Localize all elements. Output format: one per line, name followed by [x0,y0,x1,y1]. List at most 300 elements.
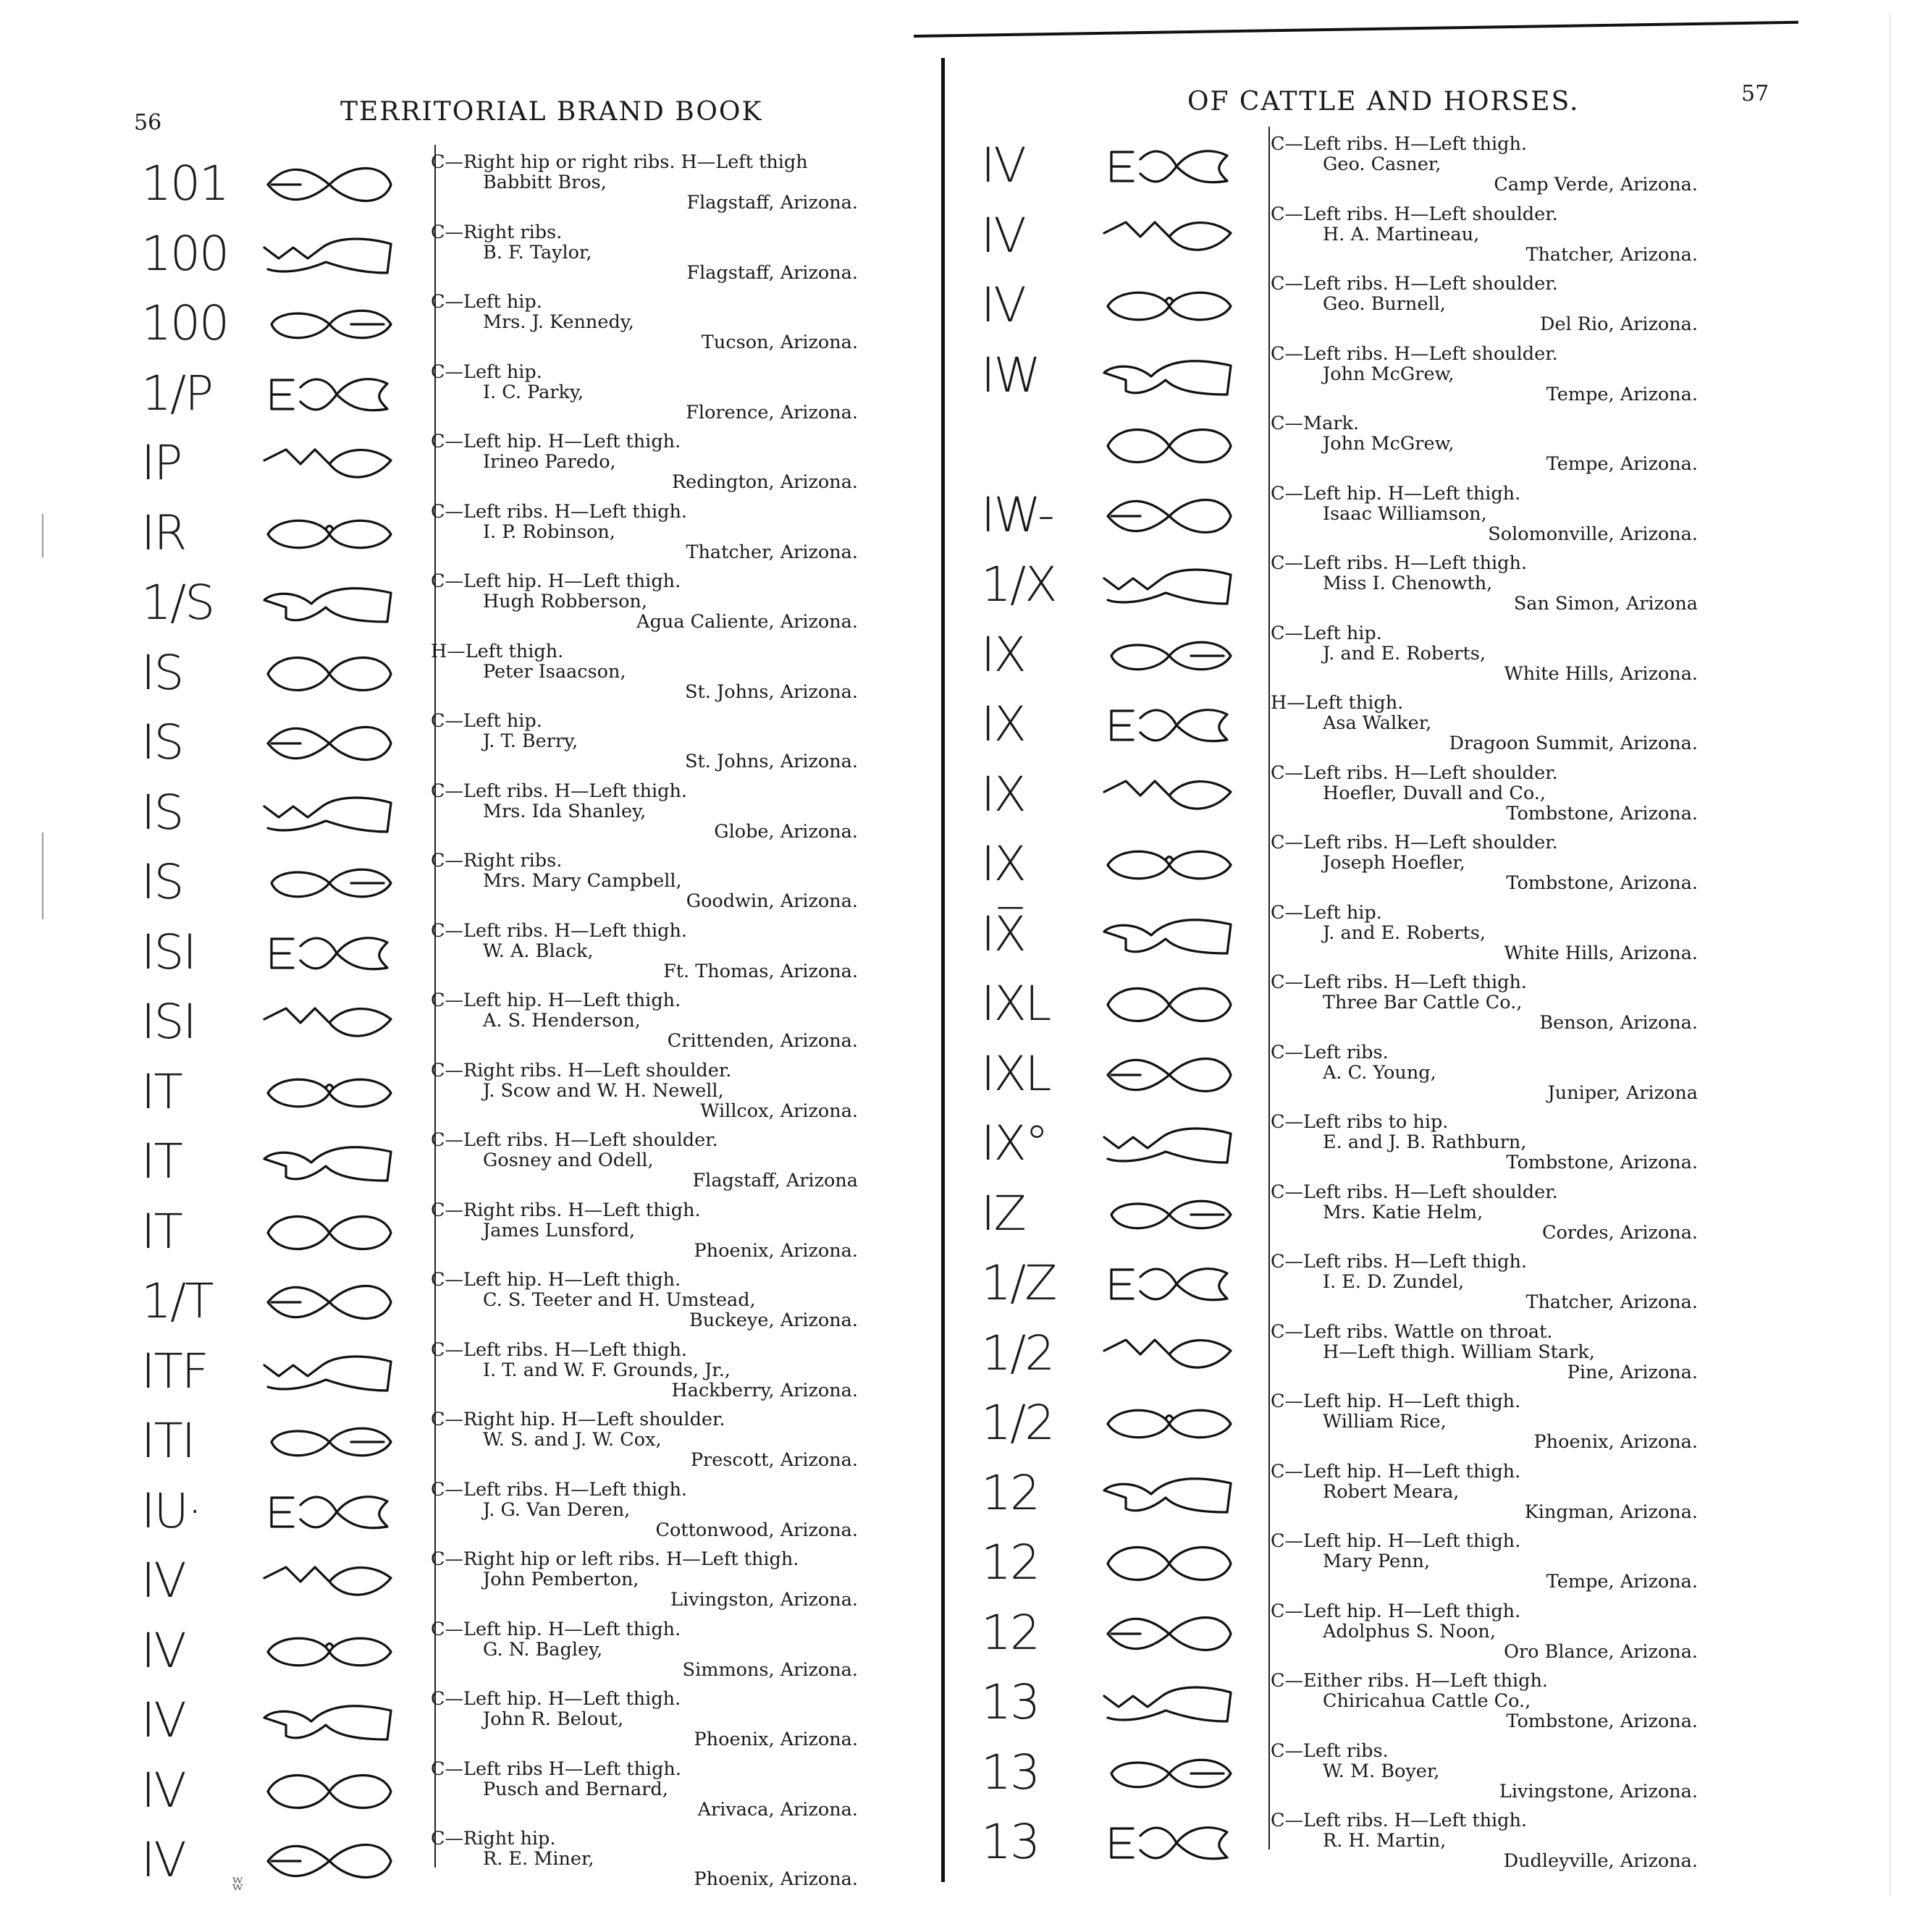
right-entry [981,623,1705,693]
entry-place: Flagstaff, Arizona [692,1170,858,1191]
entry-location: C—Left ribs. H—Left thigh. [431,500,688,523]
entry-text [431,571,858,632]
entry-owner: R. H. Martin, [1323,1830,1447,1852]
entry-owner: Adolphus S. Noon, [1323,1620,1496,1642]
brand-code: 13 [981,1674,1039,1730]
brand-code: IT [141,1203,182,1260]
entry-owner: Babbitt Bros, [483,172,607,193]
entry-owner: Three Bar Cattle Co., [1323,992,1523,1013]
brand-code: 13 [981,1814,1039,1870]
entry-place: Tucson, Arizona. [701,332,858,353]
entry-owner: I. P. Robinson, [483,520,615,543]
scan-mark [42,514,43,557]
right-entry [981,484,1705,553]
right-entry [981,832,1705,902]
right-entry [981,1322,1705,1391]
brand-code: IV [141,1553,185,1608]
entry-place: Agua Caliente, Arizona. [636,611,858,633]
entry-place: Ft. Thomas, Arizona. [663,960,858,982]
entry-text [1271,1182,1698,1243]
entry-location: C—Left ribs. H—Left thigh. [431,1478,688,1501]
left-entry [141,1689,865,1758]
entry-place: Dudleyville, Arizona. [1503,1850,1698,1872]
left-entry [141,851,865,920]
brand-mark-icon [1097,1050,1242,1100]
brand-mark-icon [257,718,402,769]
entry-location: C—Right hip or left ribs. H—Left thigh. [431,1548,799,1570]
entry-location: C—Left hip. H—Left thigh. [1271,482,1521,505]
entry-owner: I. C. Parky, [483,381,584,403]
left-entry [141,362,865,431]
brand-mark-icon [257,1627,402,1677]
brand-mark-icon [257,1207,402,1258]
entry-owner: William Rice, [1323,1411,1447,1433]
entry-location: C—Left hip. H—Left thigh. [431,990,681,1011]
right-entry [981,1531,1705,1600]
left-entry [141,1759,865,1828]
brand-mark-icon [1097,1608,1242,1659]
brand-mark-icon [257,858,402,908]
brand-mark-icon [257,1417,402,1467]
brand-mark-icon [1097,560,1242,611]
brand-mark-icon [1097,211,1242,262]
brand-mark-icon [1097,840,1242,890]
entry-place: Arivaca, Arizona. [697,1798,858,1821]
brand-code: IXL [981,976,1051,1032]
entry-location: C—Left ribs. H—Left thigh. [1271,1251,1528,1273]
brand-mark-icon [1097,700,1242,751]
entry-text [1271,553,1698,614]
entry-location: C—Right ribs. H—Left thigh. [431,1199,701,1221]
entry-location: C—Left ribs. H—Left shoulder. [431,1129,718,1151]
brand-code: IR [141,505,186,561]
entry-location: C—Left ribs. H—Left thigh. [431,919,688,942]
entry-owner: R. E. Miner, [483,1848,594,1870]
entry-owner: W. S. and J. W. Cox, [483,1429,662,1451]
entry-location: H—Left thigh. [431,640,564,662]
entry-place: Goodwin, Arizona. [686,890,858,912]
entry-place: Thatcher, Arizona. [1525,243,1698,266]
left-entry [141,1480,865,1549]
entry-owner: John McGrew, [1323,433,1455,455]
brand-mark-icon [1097,491,1242,541]
entry-place: Phoenix, Arizona. [694,1729,858,1750]
left-entry [141,292,865,361]
entry-text [431,362,858,423]
brand-code: IX [981,696,1025,752]
entry-owner: J. Scow and W. H. Newell, [483,1079,724,1102]
brand-mark-icon [257,439,402,489]
left-entry [141,571,865,641]
brand-mark-icon [257,649,402,699]
left-entry [141,1619,865,1689]
right-entry [981,1601,1705,1671]
entry-text [1271,693,1698,754]
entry-text [431,152,858,213]
brand-mark-icon [257,509,402,560]
entry-location: C—Left ribs to hip. [1271,1111,1449,1133]
entry-location: C—Right ribs. H—Left shoulder. [431,1059,732,1081]
entry-text [1271,1461,1698,1522]
left-entry [141,781,865,851]
entry-place: Solomonville, Arizona. [1488,523,1698,545]
entry-place: Thatcher, Arizona. [1525,1291,1698,1313]
entry-place: Livingstone, Arizona. [1499,1780,1698,1802]
entry-location: C—Right ribs. [431,850,563,872]
brand-mark-icon [1097,1678,1242,1729]
entry-owner: Mrs. J. Kennedy, [483,311,634,333]
entry-location: C—Left hip. [431,710,542,732]
entry-owner: Pusch and Bernard, [483,1778,668,1800]
left-entry [141,641,865,711]
entry-owner: Hoefler, Duvall and Co., [1323,782,1546,804]
entry-owner: John McGrew, [1323,363,1455,385]
entry-place: Tempe, Arizona. [1546,1571,1698,1593]
entry-text [1271,134,1698,195]
entry-location: C—Right ribs. [431,221,563,243]
brand-mark-icon [257,1556,402,1607]
brand-code: IS [141,854,183,910]
entry-location: C—Left ribs. H—Left thigh. [1271,133,1528,155]
entry-owner: Peter Isaacson, [483,660,626,683]
entry-location: C—Left hip. H—Left thigh. [1271,1460,1521,1482]
entry-place: Tombstone, Arizona. [1506,802,1698,824]
entry-text [431,1060,858,1121]
entry-text [431,1549,858,1610]
brand-mark-icon [1097,1748,1242,1799]
book-gutter [941,58,945,1882]
entry-location: C—Left hip. [431,291,542,313]
brand-code: 12 [981,1464,1039,1521]
entry-place: San Simon, Arizona [1513,593,1698,615]
left-entry [141,1409,865,1479]
brand-code: IS [141,714,183,770]
right-entry [981,1182,1705,1252]
entry-location: C—Left hip. [1271,901,1382,924]
left-entry [141,1828,865,1898]
right-entry [981,134,1705,203]
brand-code: ITF [141,1343,208,1399]
left-entry [141,431,865,501]
brand-code: IV [981,207,1025,263]
brand-code: IW [981,347,1040,403]
entry-owner: A. C. Young, [1323,1061,1436,1084]
entry-text [1271,204,1698,265]
brand-mark-icon [257,788,402,839]
left-entry [141,1130,865,1199]
brand-code: 1/2 [981,1395,1054,1451]
entry-text [1271,1112,1698,1173]
entry-location: C—Left ribs. H—Left thigh. [431,1338,688,1361]
brand-code: IV [141,1622,185,1679]
entry-place: Willcox, Arizona. [700,1100,858,1122]
entry-text [431,1759,858,1820]
brand-code: ITI [141,1413,195,1469]
brand-mark-icon [1097,910,1242,961]
left-entry [141,1340,865,1409]
entry-location: C—Left hip. H—Left thigh. [431,431,681,452]
entry-place: Thatcher, Arizona. [686,541,858,563]
entry-location: C—Left ribs. [1271,1041,1389,1063]
brand-code: IS [141,644,183,701]
entry-location: C—Left ribs. H—Left thigh. [431,780,688,802]
entry-location: C—Left hip. H—Left thigh. [431,1269,681,1291]
brand-mark-icon [1097,1189,1242,1240]
entry-owner: Mrs. Katie Helm, [1323,1201,1483,1223]
right-entry [981,903,1705,972]
entry-location: C—Left hip. H—Left thigh. [431,1618,681,1640]
entry-owner: H—Left thigh. William Stark, [1323,1341,1595,1363]
right-entry [981,413,1705,483]
brand-code: IS [141,784,183,840]
right-entry [981,1671,1705,1740]
brand-mark-icon [1097,1259,1242,1309]
entry-text [1271,1741,1698,1802]
brand-code: 100 [141,295,228,351]
brand-code: 1/2 [981,1325,1054,1381]
entry-owner: I. T. and W. F. Grounds, Jr., [483,1359,731,1381]
entry-location: C—Left hip. H—Left thigh. [1271,1600,1521,1622]
scan-mark: ʬ [232,1871,244,1895]
entry-location: C—Left hip. H—Left thigh. [431,570,681,592]
entry-owner: H. A. Martineau, [1323,223,1480,245]
entry-text [431,851,858,911]
entry-place: White Hills, Arizona. [1504,662,1698,685]
entry-text [1271,1531,1698,1592]
entry-owner: Isaac Williamson, [1323,502,1487,525]
entry-location: C—Left hip. [431,360,542,383]
brand-mark-icon [1097,141,1242,192]
entry-text [431,292,858,353]
brand-mark-icon [257,928,402,979]
left-entry [141,711,865,780]
entry-text [431,921,858,982]
entry-owner: Mrs. Mary Campbell, [483,870,682,892]
entry-text [1271,1322,1698,1383]
entry-location: C—Left ribs. H—Left shoulder. [1271,273,1558,295]
brand-mark-icon [257,1347,402,1398]
entry-owner: W. A. Black, [483,940,594,962]
entry-place: Flagstaff, Arizona. [686,261,858,284]
entry-location: C—Left ribs. H—Left shoulder. [1271,342,1558,365]
brand-code: 100 [141,225,228,282]
brand-mark-icon [1097,1119,1242,1170]
entry-text [431,431,858,492]
brand-mark-icon [257,1487,402,1537]
entry-text [1271,903,1698,963]
entry-text [1271,1601,1698,1662]
entry-text [431,781,858,842]
entry-place: Redington, Arizona. [671,471,858,493]
entry-place: Benson, Arizona. [1539,1012,1698,1034]
brand-code: IV [141,1692,185,1748]
entry-place: Prescott, Arizona. [690,1449,858,1471]
entry-text [431,1828,858,1889]
entry-place: Tombstone, Arizona. [1506,1710,1698,1732]
entry-owner: Mary Penn, [1323,1551,1431,1572]
entry-place: St. Johns, Arizona. [685,751,858,772]
brand-mark-icon [1097,1469,1242,1519]
right-entry [981,1391,1705,1461]
brand-code: IP [141,435,182,491]
entry-owner: Irineo Paredo, [483,451,616,473]
entry-owner: Mrs. Ida Shanley, [483,800,647,822]
entry-text [1271,1042,1698,1103]
entry-place: Livingston, Arizona. [670,1589,858,1611]
entry-location: C—Left ribs. H—Left shoulder. [1271,762,1558,784]
entry-location: C—Left hip. H—Left thigh. [431,1688,681,1710]
brand-mark-icon [1097,421,1242,471]
entry-place: Phoenix, Arizona. [694,1868,858,1890]
entry-owner: Asa Walker, [1323,712,1432,734]
brand-mark-icon [1097,1329,1242,1380]
entry-owner: I. E. D. Zundel, [1323,1271,1465,1293]
entry-place: Flagstaff, Arizona. [686,192,858,214]
right-entry [981,1112,1705,1181]
entry-text [1271,623,1698,684]
entry-location: C—Left ribs. H—Left shoulder. [1271,203,1558,225]
entry-location: C—Left ribs H—Left thigh. [431,1758,681,1780]
brand-code: IV [981,138,1025,193]
brand-mark-icon [1097,351,1242,402]
entry-location: C—Left ribs. H—Left thigh. [1271,552,1528,574]
brand-code: 12 [981,1535,1039,1590]
brand-code: IT [141,1063,182,1120]
brand-code: IX [981,836,1025,892]
brand-code: 1/X [981,557,1056,612]
entry-owner: Chiricahua Cattle Co., [1323,1690,1531,1712]
entry-place: Pine, Arizona. [1567,1361,1698,1383]
brand-code: IX° [981,1115,1048,1171]
right-entry [981,1810,1705,1880]
entry-text [1271,344,1698,405]
brand-mark-icon [1097,1818,1242,1868]
entry-location: C—Left ribs. H—Left shoulder. [1271,832,1558,853]
brand-mark-icon [257,369,402,420]
entry-owner: John R. Belout, [483,1708,624,1730]
left-entry [141,1270,865,1339]
entry-place: Buckeye, Arizona. [689,1309,858,1331]
entry-location: C—Left ribs. [1271,1739,1389,1762]
left-entry [141,222,865,292]
entry-owner: Gosney and Odell, [483,1150,654,1171]
entry-text [431,641,858,702]
entry-text [1271,274,1698,334]
entry-location: C—Left ribs. H—Left shoulder. [1271,1181,1558,1203]
right-entry [981,274,1705,343]
entry-owner: G. N. Bagley, [483,1638,603,1661]
entry-text [431,1480,858,1540]
right-entry [981,1042,1705,1112]
brand-code: 12 [981,1604,1039,1661]
brand-mark-icon [1097,979,1242,1030]
entry-text [1271,1810,1698,1871]
entry-place: Cordes, Arizona. [1541,1221,1698,1244]
entry-place: Crittenden, Arizona. [667,1030,858,1052]
entry-owner: Geo. Casner, [1323,153,1441,175]
entry-location: C—Left hip. [1271,622,1382,644]
entry-place: White Hills, Arizona. [1504,942,1698,964]
brand-code: IZ [981,1185,1025,1241]
right-entry [981,344,1705,413]
right-page-header: OF CATTLE AND HORSES. [1187,87,1580,117]
entry-owner: Joseph Hoefler, [1323,852,1465,874]
entry-text [431,1200,858,1261]
entry-text [1271,1252,1698,1312]
brand-code: IT [141,1134,182,1189]
brand-code: IV [141,1762,185,1818]
entry-owner: W. M. Boyer, [1323,1760,1440,1782]
right-entry [981,204,1705,274]
brand-mark-icon [257,159,402,210]
left-entry [141,990,865,1060]
entry-owner: J. and E. Roberts, [1323,921,1486,944]
left-entry [141,1060,865,1130]
page-top-edge [914,21,1798,38]
right-entry [981,1741,1705,1810]
entry-text [1271,763,1698,824]
entry-owner: Hugh Robberson, [483,591,647,612]
entry-place: Camp Verde, Arizona. [1494,174,1698,195]
brand-code: IV [141,1832,185,1888]
brand-mark-icon [257,1836,402,1886]
left-entry [141,1200,865,1270]
entry-owner: Geo. Burnell, [1323,293,1446,315]
entry-location: C—Right hip. H—Left shoulder. [431,1409,725,1430]
entry-place: Globe, Arizona. [714,820,858,843]
entry-location: C—Either ribs. H—Left thigh. [1271,1670,1549,1692]
scan-mark [42,832,43,919]
left-entry [141,1549,865,1619]
brand-mark-icon [257,997,402,1048]
brand-mark-icon [257,1766,402,1817]
brand-code [981,418,1090,473]
right-entry [981,972,1705,1042]
brand-code: 1/P [141,365,213,421]
right-entry [981,553,1705,623]
entry-place: Tombstone, Arizona. [1506,1152,1698,1173]
entry-place: Kingman, Arizona. [1524,1501,1698,1523]
entry-owner: Robert Meara, [1323,1480,1460,1503]
entry-location: C—Left ribs. H—Left thigh. [1271,971,1528,993]
brand-code: IXL [981,1045,1051,1102]
brand-mark-icon [1097,1538,1242,1589]
brand-mark-icon [1097,281,1242,332]
entry-text [431,1270,858,1330]
brand-code: ISI [141,924,195,980]
entry-text [431,1409,858,1470]
entry-text [431,1130,858,1191]
entry-location: C—Mark. [1271,413,1360,434]
entry-owner: B. F. Taylor, [483,241,592,263]
entry-owner: J. T. Berry, [483,730,578,752]
entry-place: Juniper, Arizona [1547,1081,1698,1104]
entry-place: Tempe, Arizona. [1546,383,1698,405]
entry-text [431,1619,858,1680]
brand-code: 101 [141,156,228,211]
entry-place: Oro Blance, Arizona. [1504,1640,1698,1663]
entry-owner: James Lunsford, [483,1219,636,1241]
entry-text [1271,413,1698,474]
brand-code: 13 [981,1744,1039,1800]
entry-owner: Miss I. Chenowth, [1323,573,1493,594]
entry-place: Hackberry, Arizona. [671,1379,858,1401]
left-page-header: TERRITORIAL BRAND BOOK [340,97,763,127]
brand-code: IX [981,766,1025,822]
entry-text [1271,1391,1698,1452]
left-page-number: 56 [134,110,162,135]
right-entry [981,693,1705,762]
